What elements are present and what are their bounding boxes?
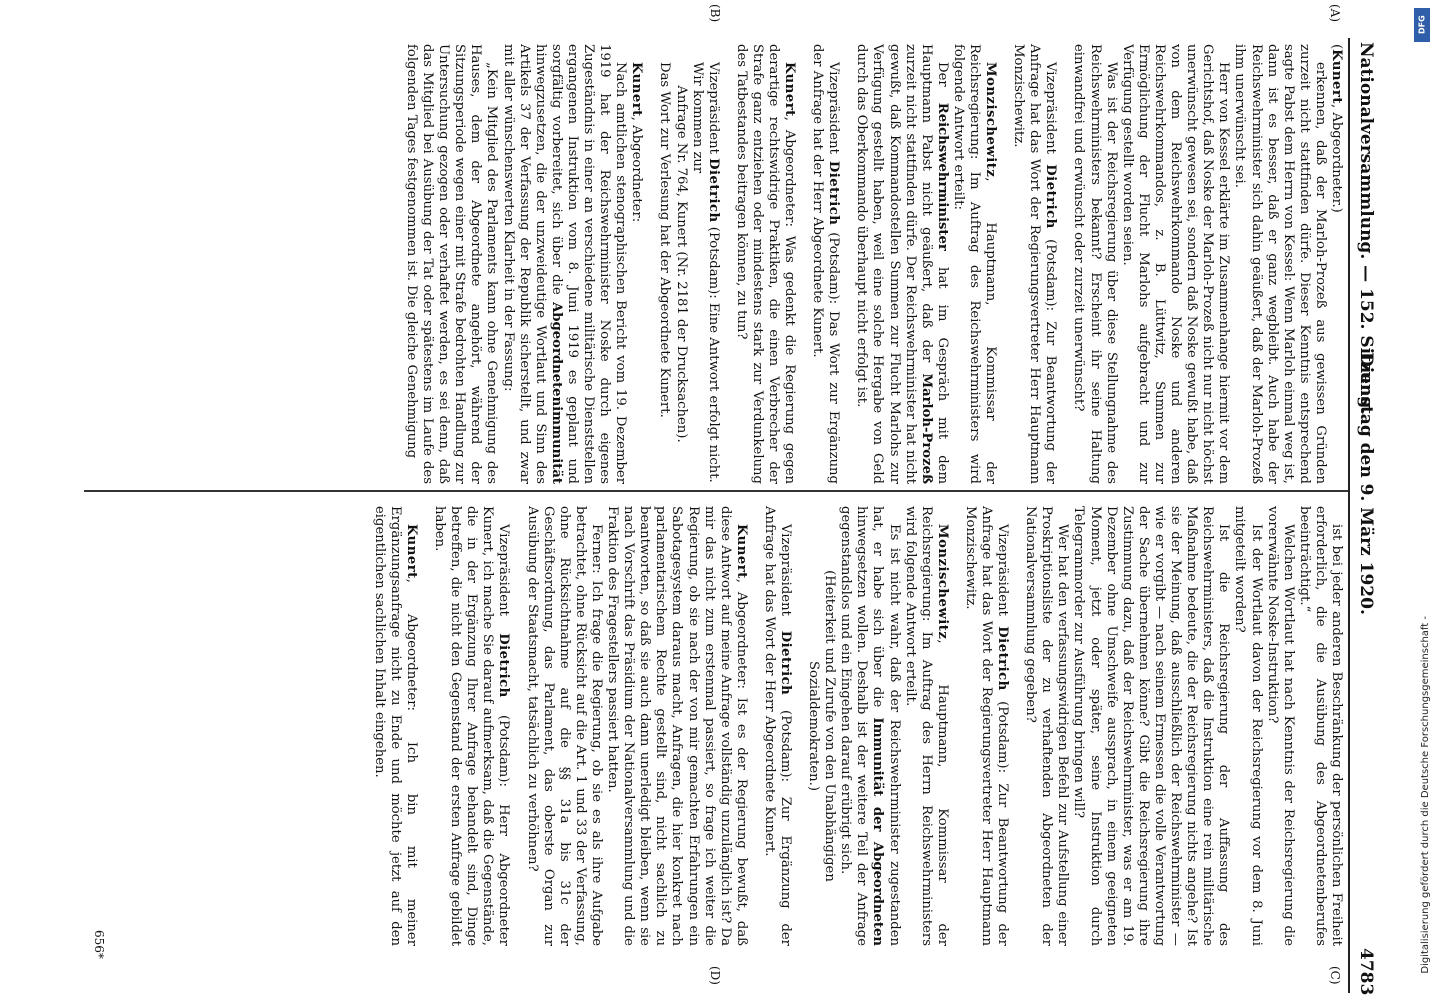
right-column-paragraph: Ist der Wortlaut davon der Reichsregierung vor dem 8. Juni mitgeteilt worden? <box>1232 506 1264 946</box>
column-rule <box>84 490 1348 492</box>
left-column-paragraph: Kunert, Abgeordneter: <box>629 62 645 223</box>
header-date: Dienstag den 9. März 1920. <box>1356 352 1376 615</box>
signature-mark: 656* <box>92 930 106 959</box>
right-column <box>89 506 1344 946</box>
left-column-paragraph: Vizepräsident Dietrich (Potsdam): Zur Beantwortung der Anfrage hat das Wort der Regierungsvertreter Herr Hauptmann Monzischewitz. <box>1011 44 1059 484</box>
left-column-paragraph: Was ist der Reichsregierung über diese Stellungnahme des Reichswehrministers bekannt? Erscheint ihr seine Haltung einwandfrei und erwünscht oder zurzeit unerwünscht? <box>1071 44 1119 484</box>
left-column-paragraph: (Kunert, Abgeordneter.) <box>1329 44 1344 213</box>
right-column-paragraph: Kunert, Abgeordneter: Ist es der Regierung bewußt, daß diese Antwort auf meine Anfrage vollständig unzulänglich ist? Da mir das nicht zum erstenmal passiert, so frage ich weiter die Regierung, ob sie nach der von mir gemachten Erfahrungen ein Sabotagesystem daraus macht, Anfragen, die hier konkret nach parlamentarischem Rechte gestellt sind, nicht sachlich zu beantworten, so daß sie auch dann unerledigt bleiben, wenn sie nach Vorschrift das Präsidium der Nationalversammlung und die Fraktion des Fragestellers passiert hatten. <box>605 506 749 946</box>
right-column-paragraph: Ist die Reichsregierung der Auffassung des Reichswehrministers, daß die Instruktion eine rein militärische Maßnahme bedeute, die der Reichsregierung nichts angehe? Ist sie der Meinung, daß ausschließlich der Reichswehrminister — wie er vorgibt — nach seinem Ermessen die volle Verantwortung der Sache übernehmen könne? Gibt die Reichsregierung ihre Zustimmung dazu, daß der Reichswehrminister, was er am 19. Dezember ohne Umschweife aussprach, in einem geeigneten Moment, jetzt oder später, seine Instruktion durch Telegrammorder zur Ausführung bringen will? <box>1071 506 1232 946</box>
left-column-paragraph: Wir kommen zur <box>689 62 705 174</box>
right-column-paragraph: Es ist nicht wahr, daß der Reichswehrminister zugestanden hat, er habe sich über die Immunität der Abgeordneten hinwegsetzen wollen. Deshalb ist der weitere Teil der Anfrage gegenstandslos und ein Eingehen darauf erübrigt sich. <box>838 506 902 946</box>
right-column-paragraph: Monzischewitz, Hauptmann, Kommissar der Reichsregierung: Im Auftrag des Herrn Reichswehrministers wird folgende Antwort erteilt. <box>902 506 950 946</box>
page-number: 4783 <box>1356 948 1376 996</box>
right-column-paragraph: Vizepräsident Dietrich (Potsdam): Herr Abgeordneter Kunert, ich mache Sie darauf aufmerksam, daß die Gegenstände, die in der Ergänzung Ihrer Anfrage behandelt sind, Dinge betreffen, die nicht den Gegenstand der ersten Anfrage gebildet haben. <box>432 506 512 946</box>
right-column-paragraph: Wer hat den verfassungswidrigen Befehl zur Aufstellung einer Proskriptionsliste der zu verhaftenden Abgeordneten der Nationalversammlung gegeben? <box>1023 506 1071 946</box>
margin-letter-d: (D) <box>708 966 722 985</box>
right-column-paragraph: Welchen Wortlaut hat nach Kenntnis der Reichsregierung die vorerwähnte Noske-Instruktion? <box>1264 506 1296 946</box>
left-column-paragraph: Herr von Kessel erklärte im Zusammenhange hiermit vor dem Gerichtshof, daß Noske der Marloh-Prozeß nicht nur nicht höchst unerwünscht gewesen sei, sondern daß Noske gewußt habe, daß von dem Reichswehrkommando Noske und anderen Reichswehrkommandos, z. B. Lüttwitz, Summen zur Ermöglichung der Flucht Marlohs aufgebracht und zur Verfügung gestellt worden seien. <box>1119 44 1232 484</box>
right-column-paragraph: Vizepräsident Dietrich (Potsdam): Zur Beantwortung der Anfrage hat das Wort der Regierungsvertreter Herr Hauptmann Monzischewitz. <box>962 506 1011 946</box>
running-header <box>1350 0 1376 1000</box>
left-column-paragraph: erkennen, daß der Marloh-Prozeß aus gewissen Gründen zurzeit nicht stattfinden dürfe. Dieser Kenntnis entsprechend sagte Pabst dem Herrn von Kessel: Wenn Marloh einmal weg ist, dann ist es besser, daß er ganz wegbleibt. Auch habe der Reichswehrminister sich dahin geäußert, daß der Marloh-Prozeß ihm unerwünscht sei. <box>1232 44 1328 484</box>
digitization-strip <box>1410 0 1434 1000</box>
left-column-paragraph: Nach amtlichen stenographischen Bericht vom 19. Dezember 1919 hat der Reichswehrminister Noske durch eigenes Zugeständnis in einer an verschiedene militärische Dienststellen ergangenen Instruktion vom 8. Juni 1919 es geplant und sorgfältig vorbereitet, sich über die Abgeordnetenimmunität hinwegzusetzen, die der unzweideutige Wortlaut und Sinn des Artikels 37 der Verfassung der Republik sicherstellt, und zwar mit aller wünschenswerten Klarheit in der Fassung: <box>500 44 629 484</box>
left-column-paragraph: Monzischewitz, Hauptmann, Kommissar der Reichsregierung: Im Auftrag des Reichswehrministers wird folgende Antwort erteilt: <box>950 44 999 484</box>
right-column-paragraph: (Heiterkeit und Zurufe von den Unabhängigen Sozialdemokraten.) <box>806 570 838 882</box>
left-column-paragraph: Vizepräsident Dietrich (Potsdam): Das Wort zur Ergänzung der Anfrage hat der Herr Abgeordnete Kunert. <box>810 44 842 484</box>
dfg-logo: DFG <box>1414 8 1430 42</box>
left-column-paragraph: „Kein Mitglied des Parlaments kann ohne Genehmigung des Hauses, dem der Abgeordnete angehört, während der Sitzungsperiode wegen einer mit Strafe bedrohten Handlung zur Untersuchung gezogen oder verhaftet werden, es sei denn, daß das Mitglied bei Ausübung der Tat oder spätestens im Laufe des folgenden Tages festgenommen ist. Die gleiche Genehmigung <box>404 44 500 484</box>
margin-letter-a: (A) <box>1328 4 1342 23</box>
left-column-paragraph: Kunert, Abgeordneter: Was gedenkt die Regierung gegen derartige rechtswidrige Praktiken, die einen Verbrecher der Strafe ganz entziehen oder mindestens stark zur Verdunkelung des Tatbestandes beitragen können, zu tun? <box>733 44 798 484</box>
margin-letter-c: (C) <box>1328 966 1342 985</box>
right-column-paragraph: ist bei jeder anderen Beschränkung der persönlichen Freiheit erforderlich, die die Ausübung des Abgeordnetenberufes beeinträchtigt.“ <box>1296 506 1344 946</box>
left-column <box>89 44 1344 484</box>
left-column-paragraph: Anfrage Nr. 764, Kunert (Nr. 2181 der Drucksachen). <box>673 85 689 443</box>
right-column-paragraph: Vizepräsident Dietrich (Potsdam): Zur Ergänzung der Anfrage hat das Wort der Herr Abgeordnete Kunert. <box>761 506 793 946</box>
left-column-paragraph: Der Reichswehrminister hat im Gespräch mit dem Hauptmann Pabst nicht geäußert, daß der Marloh-Prozeß zurzeit nicht stattfinden dürfe. Der Reichswehrminister hat nicht gewußt, daß Kommandostellen Summen zur Flucht Marlohs zur Verfügung gestellt haben, weil eine solche Hergabe von Geld durch das Oberkommando überhaupt nicht erfolgt ist. <box>854 44 950 484</box>
left-column-paragraph: Vizepräsident Dietrich (Potsdam): Eine Antwort erfolgt nicht. <box>705 62 721 483</box>
right-column-paragraph: Kunert, Abgeordneter: Ich bin mit meiner Ergänzungsanfrage nicht zu Ende und möchte jetzt auf den eigentlichen sachlichen Inhalt eingehen. <box>371 506 420 946</box>
margin-letter-b: (B) <box>708 4 722 23</box>
right-column-paragraph: Ferner: Ich frage die Regierung, ob sie es als ihre Aufgabe betrachtet, ohne Rücksicht auf die Art. 1 und 33 der Verfassung, ohne Rücksichtnahme auf die §§ 31a bis 31c der Geschäftsordnung, das Parlament, das oberste Organ zur Ausübung der Staatsmacht, tatsächlich zu verhöhnen? <box>524 506 604 946</box>
left-column-paragraph: Das Wort zur Verlesung hat der Abgeordnete Kunert. <box>657 62 673 418</box>
header-rule <box>1348 38 1350 993</box>
header-left: Nationalversammlung. — 152. Sitzung. <box>1356 42 1376 415</box>
funding-notice: Digitalisierung gefördert durch die Deutsche Forschungsgemeinschaft - <box>1420 616 1431 974</box>
